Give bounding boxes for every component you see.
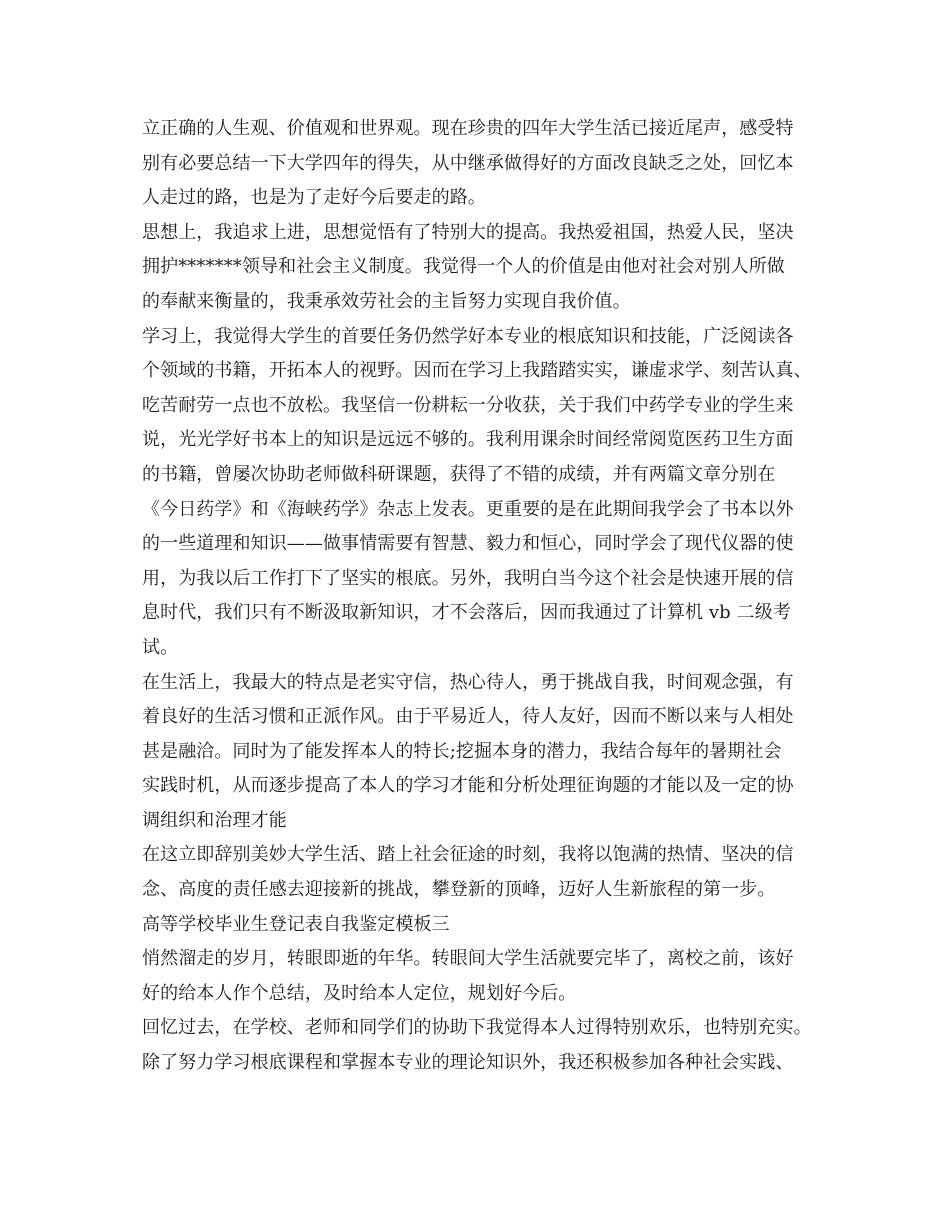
text-line: 《今日药学》和《海峡药学》杂志上发表。更重要的是在此期间我学会了书本以外 bbox=[142, 498, 794, 520]
section-heading: 高等学校毕业生登记表自我鉴定模板三 bbox=[142, 913, 450, 935]
text-line: 在这立即辞别美妙大学生活、踏上社会征途的时刻，我将以饱满的热情、坚决的信 bbox=[142, 844, 794, 866]
text-line: 调组织和治理才能 bbox=[142, 809, 287, 831]
text-line: 的一些道理和知识——做事情需要有智慧、毅力和恒心，同时学会了现代仪器的使 bbox=[142, 533, 794, 555]
text-line: 学习上，我觉得大学生的首要任务仍然学好本专业的根底知识和技能，广泛阅读各 bbox=[142, 325, 794, 347]
text-line: 着良好的生活习惯和正派作风。由于平易近人，待人友好，因而不断以来与人相处 bbox=[142, 706, 794, 728]
text-line: 的奉献来衡量的，我秉承效劳社会的主旨努力实现自我价值。 bbox=[142, 290, 631, 312]
text-line: 用，为我以后工作打下了坚实的根底。另外，我明白当今这个社会是快速开展的信 bbox=[142, 567, 794, 589]
text-line: 说，光光学好书本上的知识是远远不够的。我利用课余时间经常阅览医药卫生方面 bbox=[142, 429, 794, 451]
text-line: 在生活上，我最大的特点是老实守信，热心待人，勇于挑战自我，时间观念强，有 bbox=[142, 671, 794, 693]
text-line: 甚是融洽。同时为了能发挥本人的特长;挖掘本身的潜力，我结合每年的暑期社会 bbox=[142, 740, 782, 762]
text-line: 回忆过去，在学校、老师和同学们的协助下我觉得本人过得特别欢乐，也特别充实。 bbox=[142, 1017, 812, 1039]
text-line: 息时代，我们只有不断汲取新知识，才不会落后，因而我通过了计算机 vb 二级考 bbox=[142, 602, 791, 624]
text-line: 悄然溜走的岁月，转眼即逝的年华。转眼间大学生活就要完毕了，离校之前，该好 bbox=[142, 948, 794, 970]
text-line: 思想上，我追求上进，思想觉悟有了特别大的提高。我热爱祖国，热爱人民，坚决 bbox=[142, 221, 794, 243]
text-line: 好的给本人作个总结，及时给本人定位，规划好今后。 bbox=[142, 982, 577, 1004]
text-line: 拥护*******领导和社会主义制度。我觉得一个人的价值是由他对社会对别人所做 bbox=[142, 256, 785, 278]
text-line: 除了努力学习根底课程和掌握本专业的理论知识外，我还积极参加各种社会实践、 bbox=[142, 1052, 794, 1074]
document-text bbox=[142, 112, 822, 1081]
text-line: 的书籍，曾屡次协助老师做科研课题，获得了不错的成绩，并有两篇文章分别在 bbox=[142, 463, 776, 485]
text-line: 念、高度的责任感去迎接新的挑战，攀登新的顶峰，迈好人生新旅程的第一步。 bbox=[142, 879, 776, 901]
text-line: 吃苦耐劳一点也不放松。我坚信一份耕耘一分收获，关于我们中药学专业的学生来 bbox=[142, 394, 794, 416]
text-line: 个领域的书籍，开拓本人的视野。因而在学习上我踏踏实实，谦虚求学、刻苦认真、 bbox=[142, 360, 812, 382]
text-line: 别有必要总结一下大学四年的得失，从中继承做得好的方面改良缺乏之处，回忆本 bbox=[142, 152, 794, 174]
text-line: 实践时机，从而逐步提高了本人的学习才能和分析处理征询题的才能以及一定的协 bbox=[142, 775, 794, 797]
text-line: 人走过的路，也是为了走好今后要走的路。 bbox=[142, 187, 486, 209]
text-line: 试。 bbox=[142, 636, 179, 658]
text-line: 立正确的人生观、价值观和世界观。现在珍贵的四年大学生活已接近尾声，感受特 bbox=[142, 118, 794, 139]
